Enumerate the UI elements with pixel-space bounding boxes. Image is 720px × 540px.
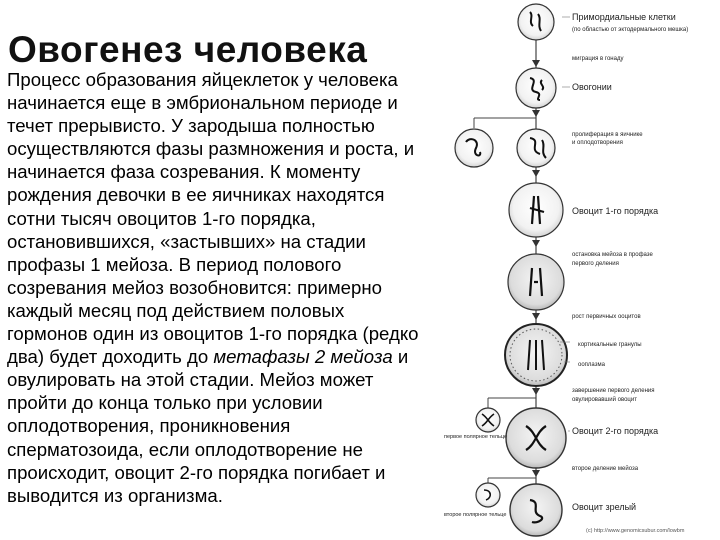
proliferating-cell: [517, 129, 555, 167]
oogenesis-diagram: [440, 0, 720, 540]
label-proliferation-2: и оплодотворения: [572, 140, 623, 146]
label-cortical-granules: кортикальные гранулы: [578, 342, 642, 348]
paragraph-part-2: и овулировать на этой стадии. Мейоз может пройти до конца только при условии оплодотворения, проникновения сперматозоида, если оплодотворение не происходит, овоцит 2-го порядка погибает и выводится из организма.: [7, 346, 409, 506]
arrested-oocyte-cell: [508, 254, 564, 310]
label-first-division: первого деления: [572, 261, 619, 267]
paragraph-emphasis: метафазы 2 мейоза: [213, 346, 393, 368]
label-first-polar-body: первое полярное тельце: [444, 434, 508, 440]
label-primordial: Примордиальные клетки: [572, 12, 676, 22]
second-polar-body: [476, 483, 500, 507]
primordial-cell: [518, 4, 554, 40]
source-credit: (с) http://www.genomicsubur.com/lowbm: [586, 528, 685, 534]
label-second-division: второе деление мейоза: [572, 466, 639, 472]
label-mature-oocyte: Овоцит зрелый: [572, 502, 637, 512]
secondary-oocyte-cell: [506, 408, 566, 468]
label-meiosis-arrest: остановка мейоза в профазе: [572, 252, 653, 258]
page-title: Овогенез человека: [8, 29, 368, 70]
label-second-polar-body: второе полярное тельце: [444, 512, 507, 518]
label-ooplasm: ооплазма: [578, 362, 605, 368]
mature-oocyte-cell: [510, 484, 562, 536]
primary-oocyte-cell: [509, 183, 563, 237]
label-proliferation: пролиферация в яичнике: [572, 132, 643, 138]
label-first-division-complete: завершение первого деления: [572, 388, 655, 394]
label-oogonia: Овогонии: [572, 82, 612, 92]
paragraph-part-1: Процесс образования яйцеклеток у человека начинается еще в эмбриональном периоде и течет прерывисто. У зародыша полностью осуществляются фазы размножения и роста, и начинается фаза созревания. К моменту рождения девочки в ее яичниках находятся сотни тысяч овоцитов 1-го порядка, остановившихся, «застывших» на стадии профазы 1 мейоза. В период полового созревания мейоз возобновится: примерно каждый месяц под действием половых гормонов один из овоцитов 1-го порядка (редко два) будет доходить до: [7, 69, 419, 368]
side-cell-proliferation: [455, 129, 493, 167]
label-primary-oocyte: Овоцит 1-го порядка: [572, 206, 659, 216]
label-migration: миграция в гонаду: [572, 56, 624, 62]
body-paragraph: [7, 68, 427, 507]
first-polar-body: [476, 408, 500, 432]
label-secondary-oocyte: Овоцит 2-го порядка: [572, 426, 659, 436]
label-primordial-note: (по областью от эктодермального мешка): [572, 27, 689, 33]
oogonium-cell: [516, 68, 556, 108]
label-growth: рост первичных ооцитов: [572, 314, 641, 320]
growing-oocyte-cell: [505, 324, 567, 386]
label-ovulated: овулировавший овоцит: [572, 397, 637, 403]
